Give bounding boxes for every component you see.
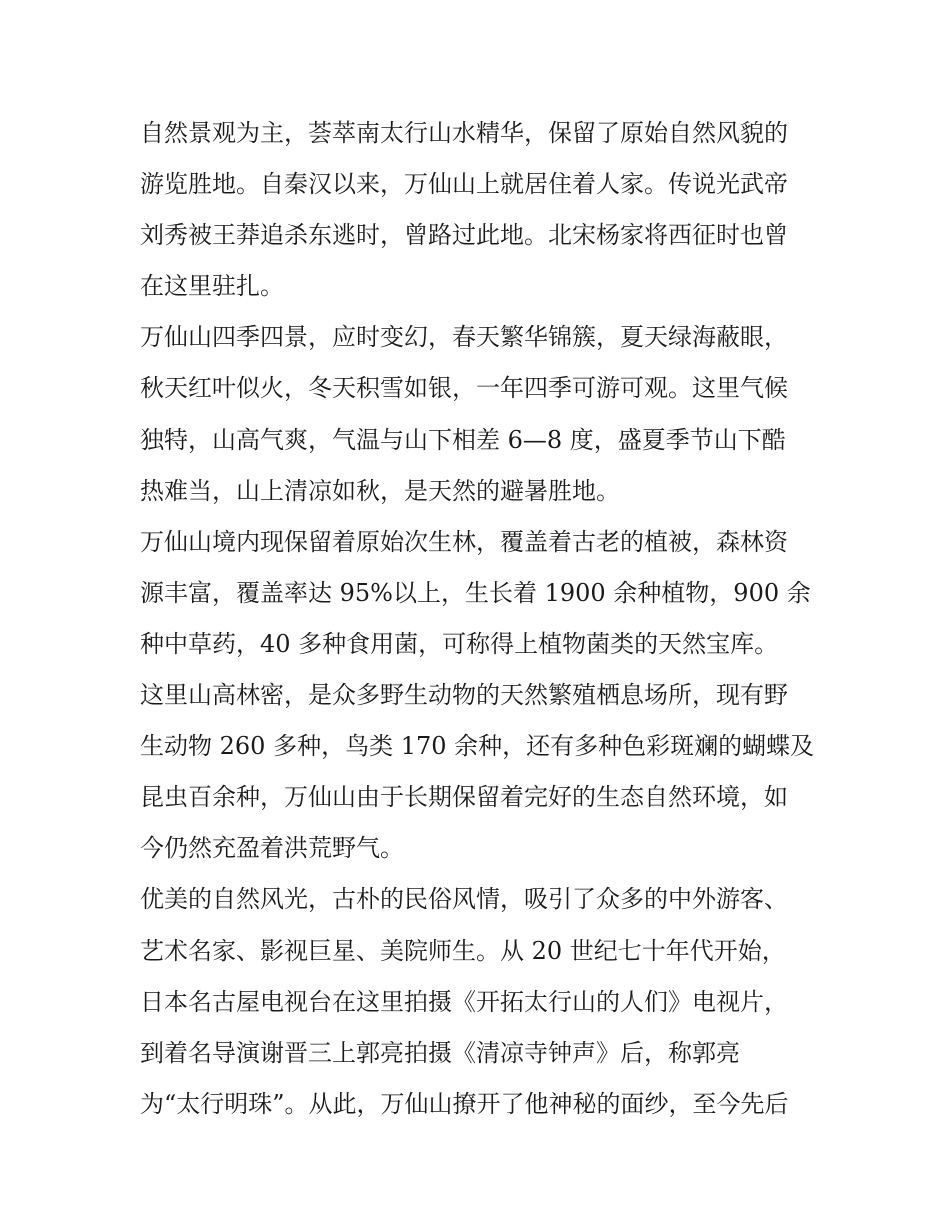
text-line: 艺术名家、影视巨星、美院师生。从 20 世纪七十年代开始， xyxy=(140,936,786,965)
body-text xyxy=(140,108,820,1130)
text-line: 到着名导演谢晋三上郭亮拍摄《清凉寺钟声》后，称郭亮 xyxy=(140,1038,740,1067)
text-line: 自然景观为主，荟萃南太行山水精华，保留了原始自然风貌的 xyxy=(140,119,788,147)
text-line: 种中草药，40 多种食用菌，可称得上植物菌类的天然宝库。 xyxy=(140,629,779,658)
text-line: 生动物 260 多种，鸟类 170 余种，还有多种色彩斑斓的蝴蝶及 xyxy=(140,732,815,761)
text-line: 在这里驻扎。 xyxy=(140,272,284,301)
text-line: 优美的自然风光，古朴的民俗风情，吸引了众多的中外游客、 xyxy=(140,885,788,914)
text-line: 这里山高林密，是众多野生动物的天然繁殖栖息场所，现有野 xyxy=(140,681,788,710)
text-line: 万仙山境内现保留着原始次生林，覆盖着古老的植被，森林资 xyxy=(140,527,788,556)
text-line: 昆虫百余种，万仙山由于长期保留着完好的生态自然环境，如 xyxy=(140,783,788,812)
text-line: 日本名古屋电视台在这里拍摄《开拓太行山的人们》电视片， xyxy=(140,987,788,1016)
text-line: 独特，山高气爽，气温与山下相差 6—8 度，盛夏季节山下酷 xyxy=(140,425,786,454)
text-line: 刘秀被王莽追杀东逃时，曾路过此地。北宋杨家将西征时也曾 xyxy=(140,221,788,250)
text-line: 热难当，山上清凉如秋，是天然的避暑胜地。 xyxy=(140,476,620,505)
text-line: 秋天红叶似火，冬天积雪如银，一年四季可游可观。这里气候 xyxy=(140,374,788,403)
text-line: 万仙山四季四景，应时变幻，春天繁华锦簇，夏天绿海蔽眼， xyxy=(140,323,788,352)
text-line: 为“太行明珠”。从此，万仙山撩开了他神秘的面纱，至今先后 xyxy=(140,1089,789,1118)
text-line: 源丰富，覆盖率达 95%以上，生长着 1900 余种植物，900 余 xyxy=(140,578,811,607)
text-line: 今仍然充盈着洪荒野气。 xyxy=(140,834,404,863)
text-line: 游览胜地。自秦汉以来，万仙山上就居住着人家。传说光武帝 xyxy=(140,170,788,199)
